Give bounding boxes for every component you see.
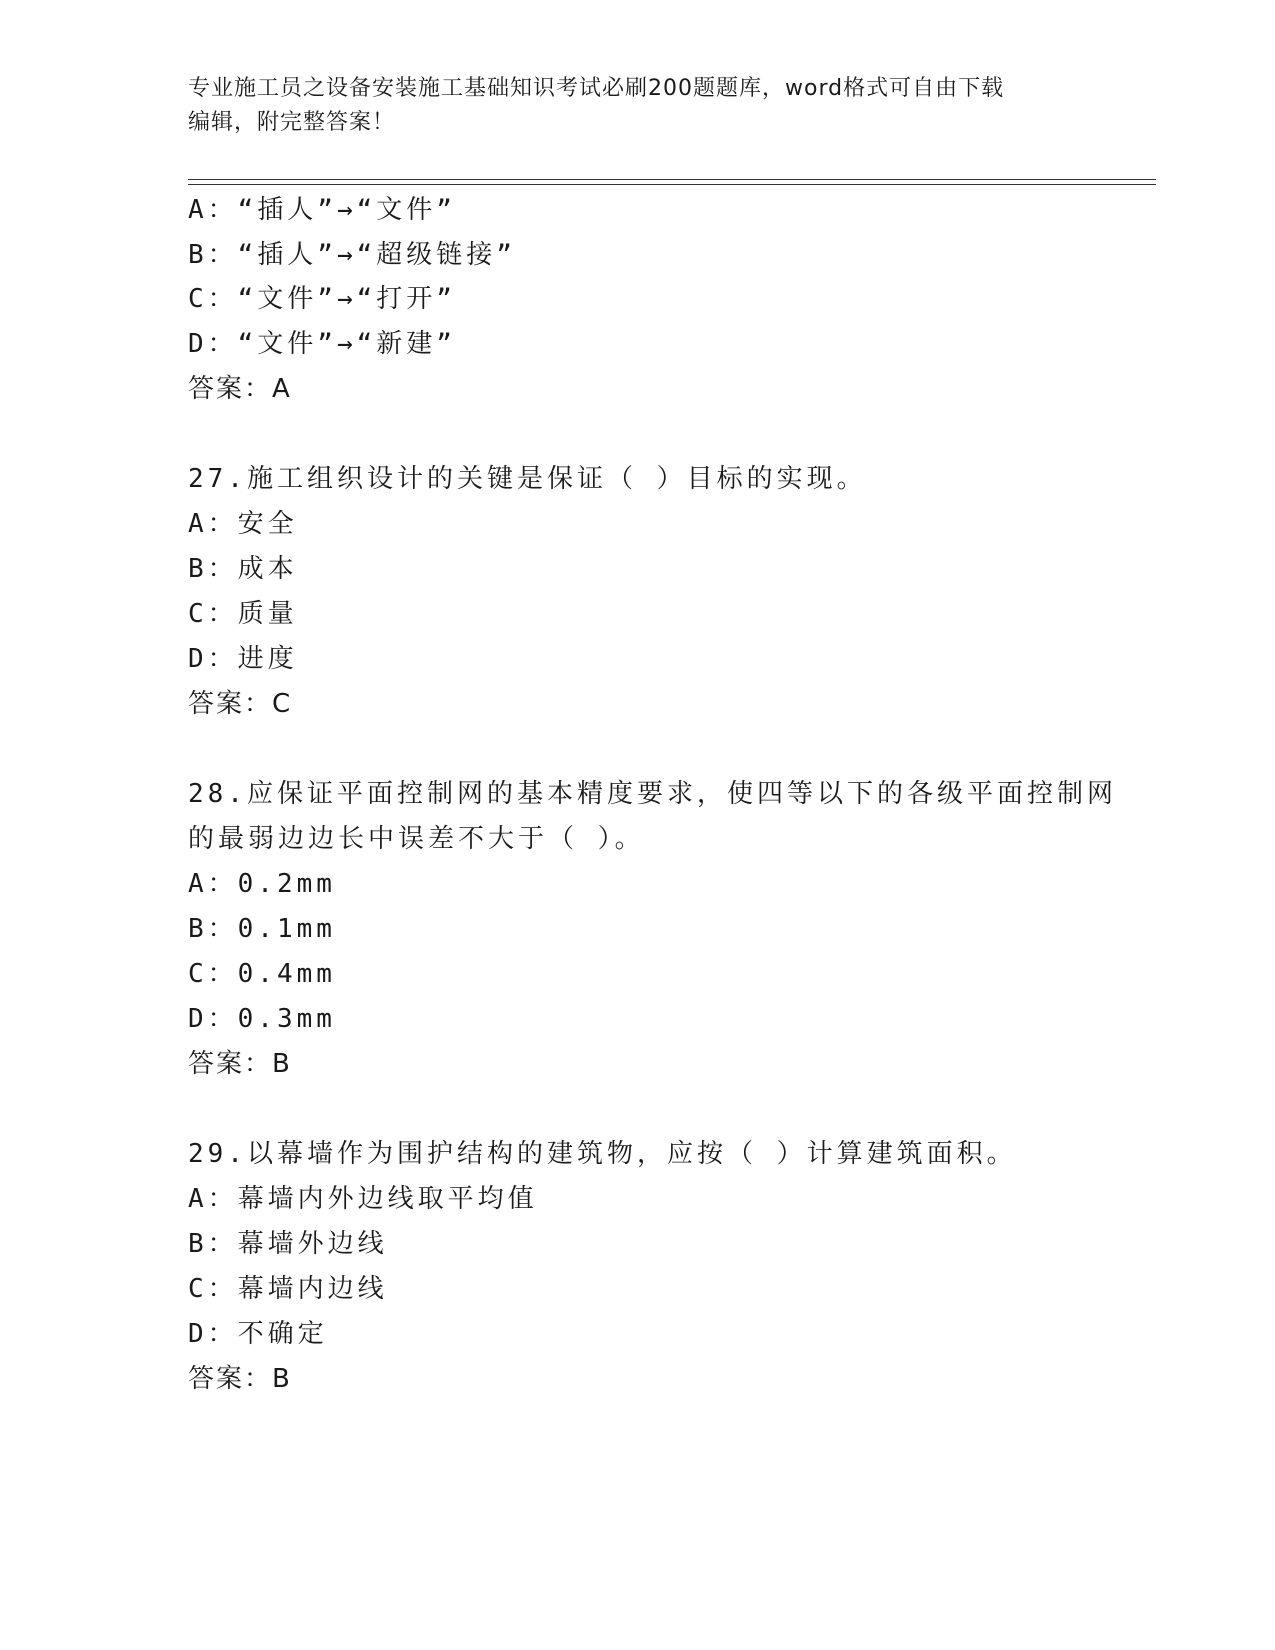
q27-answer: 答案：C bbox=[188, 689, 293, 719]
header-line-2: 编辑，附完整答案！ bbox=[188, 110, 396, 135]
q26-option-d: D：“文件”→“新建” bbox=[188, 329, 456, 359]
q29-option-d: D：不确定 bbox=[188, 1319, 328, 1349]
q28-answer: 答案：B bbox=[188, 1049, 292, 1079]
q28-option-d: D：0.3mm bbox=[188, 1004, 336, 1034]
q28-question-line-1: 28.应保证平面控制网的基本精度要求，使四等以下的各级平面控制网 bbox=[188, 779, 1117, 809]
q27-option-c: C：质量 bbox=[188, 599, 298, 629]
q29-option-a: A：幕墙内外边线取平均值 bbox=[188, 1184, 538, 1214]
q28-option-b: B：0.1mm bbox=[188, 914, 336, 944]
q28-question-line-2: 的最弱边边长中误差不大于（ ）。 bbox=[188, 824, 645, 854]
q27-option-b: B：成本 bbox=[188, 554, 298, 584]
q27-option-a: A：安全 bbox=[188, 509, 298, 539]
q27-question: 27.施工组织设计的关键是保证（ ）目标的实现。 bbox=[188, 464, 867, 494]
q29-option-b: B：幕墙外边线 bbox=[188, 1229, 388, 1259]
header-line-1: 专业施工员之设备安装施工基础知识考试必刷200题题库，word格式可自由下载 bbox=[188, 76, 1005, 101]
document-header bbox=[188, 72, 1088, 140]
q28-option-c: C：0.4mm bbox=[188, 959, 336, 989]
q26-option-a: A：“插人”→“文件” bbox=[188, 195, 456, 225]
q27-option-d: D：进度 bbox=[188, 644, 298, 674]
header-divider-bottom bbox=[188, 184, 1156, 185]
q29-answer: 答案：B bbox=[188, 1364, 292, 1394]
q29-question: 29.以幕墙作为围护结构的建筑物，应按（ ）计算建筑面积。 bbox=[188, 1139, 1017, 1169]
header-divider-top bbox=[188, 179, 1156, 180]
q26-option-c: C：“文件”→“打开” bbox=[188, 284, 456, 314]
q29-option-c: C：幕墙内边线 bbox=[188, 1274, 388, 1304]
q26-answer: 答案：A bbox=[188, 374, 292, 404]
q28-option-a: A：0.2mm bbox=[188, 869, 336, 899]
q26-option-b: B：“插人”→“超级链接” bbox=[188, 240, 516, 270]
